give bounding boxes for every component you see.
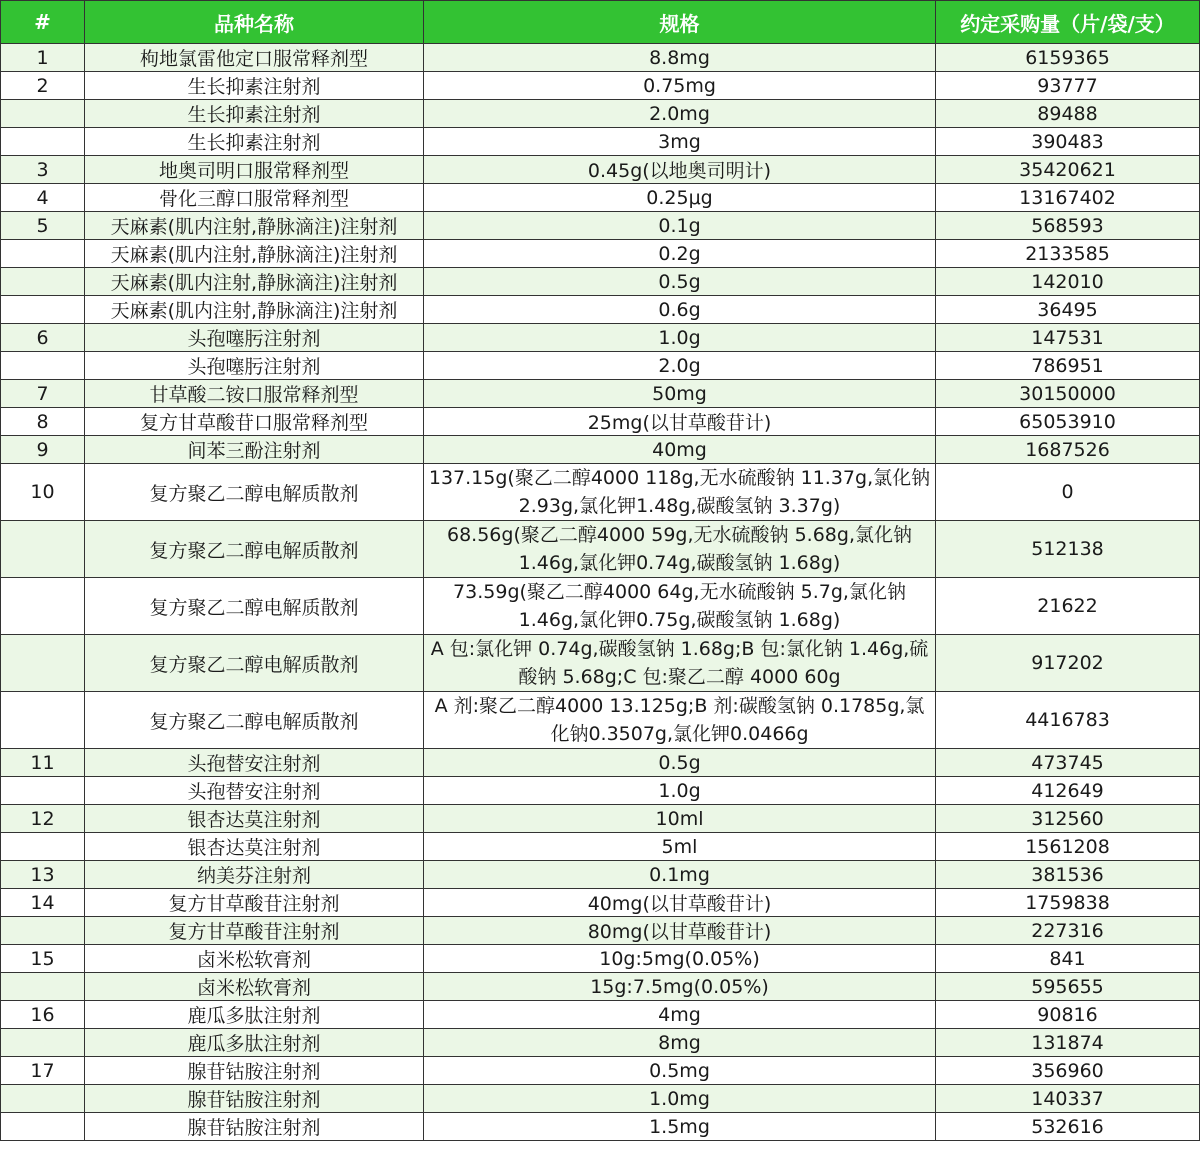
drug-name: 复方聚乙二醇电解质散剂	[85, 521, 424, 578]
row-number	[1, 833, 85, 861]
drug-name: 复方甘草酸苷注射剂	[85, 889, 424, 917]
row-number: 12	[1, 805, 85, 833]
drug-name: 头孢替安注射剂	[85, 749, 424, 777]
drug-name: 银杏达莫注射剂	[85, 833, 424, 861]
row-number	[1, 100, 85, 128]
table-row	[1, 749, 1200, 777]
drug-spec: 3mg	[424, 128, 936, 156]
procurement-qty: 312560	[936, 805, 1200, 833]
row-number: 16	[1, 1001, 85, 1029]
table-row	[1, 635, 1200, 692]
header-name: 品种名称	[85, 1, 424, 44]
table-row	[1, 889, 1200, 917]
drug-spec: 4mg	[424, 1001, 936, 1029]
procurement-qty: 1687526	[936, 436, 1200, 464]
procurement-qty: 21622	[936, 578, 1200, 635]
drug-name: 复方聚乙二醇电解质散剂	[85, 692, 424, 749]
table-row	[1, 1029, 1200, 1057]
procurement-qty: 390483	[936, 128, 1200, 156]
drug-name: 复方甘草酸苷口服常释剂型	[85, 408, 424, 436]
drug-name: 间苯三酚注射剂	[85, 436, 424, 464]
drug-spec: 1.0mg	[424, 1085, 936, 1113]
procurement-qty: 13167402	[936, 184, 1200, 212]
row-number	[1, 692, 85, 749]
row-number: 3	[1, 156, 85, 184]
drug-name: 卤米松软膏剂	[85, 945, 424, 973]
drug-spec: A 包:氯化钾 0.74g,碳酸氢钠 1.68g;B 包:氯化钠 1.46g,硫酸钠 5.68g;C 包:聚乙二醇 4000 60g	[424, 635, 936, 692]
drug-spec: 10g:5mg(0.05%)	[424, 945, 936, 973]
drug-spec: 80mg(以甘草酸苷计)	[424, 917, 936, 945]
row-number: 9	[1, 436, 85, 464]
table-row	[1, 156, 1200, 184]
drug-spec: 8mg	[424, 1029, 936, 1057]
table-row	[1, 861, 1200, 889]
table-row	[1, 578, 1200, 635]
drug-spec: 0.2g	[424, 240, 936, 268]
procurement-qty: 841	[936, 945, 1200, 973]
procurement-qty: 90816	[936, 1001, 1200, 1029]
drug-name: 头孢噻肟注射剂	[85, 324, 424, 352]
drug-name: 鹿瓜多肽注射剂	[85, 1029, 424, 1057]
table-row	[1, 464, 1200, 521]
procurement-qty: 35420621	[936, 156, 1200, 184]
procurement-qty: 0	[936, 464, 1200, 521]
procurement-qty: 131874	[936, 1029, 1200, 1057]
row-number	[1, 635, 85, 692]
drug-spec: 0.75mg	[424, 72, 936, 100]
procurement-qty: 356960	[936, 1057, 1200, 1085]
drug-spec: 0.6g	[424, 296, 936, 324]
table-row	[1, 917, 1200, 945]
drug-spec: 50mg	[424, 380, 936, 408]
procurement-qty: 65053910	[936, 408, 1200, 436]
drug-name: 银杏达莫注射剂	[85, 805, 424, 833]
table-row	[1, 805, 1200, 833]
procurement-qty: 473745	[936, 749, 1200, 777]
row-number	[1, 296, 85, 324]
table-row	[1, 521, 1200, 578]
drug-spec: 73.59g(聚乙二醇4000 64g,无水硫酸钠 5.7g,氯化钠 1.46g,氯化钾0.75g,碳酸氢钠 1.68g)	[424, 578, 936, 635]
table-header	[1, 1, 1200, 44]
table-row	[1, 380, 1200, 408]
drug-spec: A 剂:聚乙二醇4000 13.125g;B 剂:碳酸氢钠 0.1785g,氯化钠0.3507g,氯化钾0.0466g	[424, 692, 936, 749]
drug-name: 生长抑素注射剂	[85, 72, 424, 100]
table-body	[1, 44, 1200, 1141]
procurement-qty: 532616	[936, 1113, 1200, 1141]
procurement-qty: 917202	[936, 635, 1200, 692]
row-number	[1, 1113, 85, 1141]
table-row	[1, 324, 1200, 352]
drug-spec: 15g:7.5mg(0.05%)	[424, 973, 936, 1001]
drug-spec: 0.5g	[424, 749, 936, 777]
procurement-qty: 36495	[936, 296, 1200, 324]
drug-name: 天麻素(肌内注射,静脉滴注)注射剂	[85, 268, 424, 296]
table-row	[1, 72, 1200, 100]
drug-name: 甘草酸二铵口服常释剂型	[85, 380, 424, 408]
drug-name: 腺苷钴胺注射剂	[85, 1057, 424, 1085]
table-row	[1, 436, 1200, 464]
procurement-qty: 140337	[936, 1085, 1200, 1113]
table-row	[1, 692, 1200, 749]
drug-name: 卤米松软膏剂	[85, 973, 424, 1001]
header-number: #	[1, 1, 85, 44]
procurement-qty: 6159365	[936, 44, 1200, 72]
drug-spec: 0.1mg	[424, 861, 936, 889]
table-row	[1, 1001, 1200, 1029]
procurement-qty: 381536	[936, 861, 1200, 889]
row-number	[1, 578, 85, 635]
procurement-qty: 512138	[936, 521, 1200, 578]
drug-name: 生长抑素注射剂	[85, 128, 424, 156]
drug-spec: 25mg(以甘草酸苷计)	[424, 408, 936, 436]
drug-spec: 40mg	[424, 436, 936, 464]
procurement-qty: 227316	[936, 917, 1200, 945]
drug-spec: 137.15g(聚乙二醇4000 118g,无水硫酸钠 11.37g,氯化钠2.93g,氯化钾1.48g,碳酸氢钠 3.37g)	[424, 464, 936, 521]
table-row	[1, 833, 1200, 861]
drug-spec: 0.25μg	[424, 184, 936, 212]
procurement-qty: 89488	[936, 100, 1200, 128]
table-row	[1, 408, 1200, 436]
drug-name: 纳美芬注射剂	[85, 861, 424, 889]
row-number	[1, 973, 85, 1001]
drug-name: 地奥司明口服常释剂型	[85, 156, 424, 184]
table-row	[1, 777, 1200, 805]
row-number: 5	[1, 212, 85, 240]
table-row	[1, 1113, 1200, 1141]
header-spec: 规格	[424, 1, 936, 44]
drug-spec: 0.5g	[424, 268, 936, 296]
drug-name: 生长抑素注射剂	[85, 100, 424, 128]
procurement-qty: 1759838	[936, 889, 1200, 917]
table-row	[1, 212, 1200, 240]
row-number: 4	[1, 184, 85, 212]
row-number: 7	[1, 380, 85, 408]
procurement-qty: 1561208	[936, 833, 1200, 861]
table-row	[1, 100, 1200, 128]
drug-spec: 10ml	[424, 805, 936, 833]
procurement-qty: 93777	[936, 72, 1200, 100]
drug-name: 鹿瓜多肽注射剂	[85, 1001, 424, 1029]
drug-spec: 0.5mg	[424, 1057, 936, 1085]
procurement-qty: 412649	[936, 777, 1200, 805]
table-row	[1, 352, 1200, 380]
row-number: 13	[1, 861, 85, 889]
procurement-qty: 4416783	[936, 692, 1200, 749]
drug-name: 腺苷钴胺注射剂	[85, 1113, 424, 1141]
drug-name: 头孢替安注射剂	[85, 777, 424, 805]
row-number: 6	[1, 324, 85, 352]
row-number: 1	[1, 44, 85, 72]
table-row	[1, 973, 1200, 1001]
row-number: 8	[1, 408, 85, 436]
table-row	[1, 296, 1200, 324]
procurement-qty: 2133585	[936, 240, 1200, 268]
table-row	[1, 184, 1200, 212]
procurement-qty: 142010	[936, 268, 1200, 296]
drug-spec: 1.5mg	[424, 1113, 936, 1141]
drug-spec: 0.45g(以地奥司明计)	[424, 156, 936, 184]
row-number	[1, 128, 85, 156]
drug-spec: 1.0g	[424, 777, 936, 805]
header-row	[1, 1, 1200, 44]
row-number: 14	[1, 889, 85, 917]
procurement-qty: 568593	[936, 212, 1200, 240]
table-row	[1, 268, 1200, 296]
table-row	[1, 44, 1200, 72]
row-number	[1, 268, 85, 296]
procurement-qty: 30150000	[936, 380, 1200, 408]
drug-name: 复方聚乙二醇电解质散剂	[85, 578, 424, 635]
header-quantity: 约定采购量（片/袋/支）	[936, 1, 1200, 44]
row-number	[1, 1085, 85, 1113]
row-number	[1, 777, 85, 805]
procurement-qty: 595655	[936, 973, 1200, 1001]
table-row	[1, 945, 1200, 973]
drug-spec: 2.0g	[424, 352, 936, 380]
drug-name: 复方聚乙二醇电解质散剂	[85, 464, 424, 521]
drug-spec: 2.0mg	[424, 100, 936, 128]
procurement-qty: 786951	[936, 352, 1200, 380]
drug-spec: 1.0g	[424, 324, 936, 352]
table-row	[1, 1057, 1200, 1085]
drug-name: 枸地氯雷他定口服常释剂型	[85, 44, 424, 72]
drug-name: 复方聚乙二醇电解质散剂	[85, 635, 424, 692]
row-number: 2	[1, 72, 85, 100]
drug-name: 天麻素(肌内注射,静脉滴注)注射剂	[85, 240, 424, 268]
drug-name: 骨化三醇口服常释剂型	[85, 184, 424, 212]
table-row	[1, 128, 1200, 156]
row-number: 11	[1, 749, 85, 777]
drug-spec: 68.56g(聚乙二醇4000 59g,无水硫酸钠 5.68g,氯化钠 1.46g,氯化钾0.74g,碳酸氢钠 1.68g)	[424, 521, 936, 578]
drug-spec: 8.8mg	[424, 44, 936, 72]
drug-spec: 5ml	[424, 833, 936, 861]
drug-name: 腺苷钴胺注射剂	[85, 1085, 424, 1113]
row-number	[1, 1029, 85, 1057]
row-number	[1, 917, 85, 945]
drug-name: 复方甘草酸苷注射剂	[85, 917, 424, 945]
table-row	[1, 1085, 1200, 1113]
drug-name: 头孢噻肟注射剂	[85, 352, 424, 380]
row-number	[1, 240, 85, 268]
table-row	[1, 240, 1200, 268]
row-number: 10	[1, 464, 85, 521]
drug-spec: 40mg(以甘草酸苷计)	[424, 889, 936, 917]
drug-spec: 0.1g	[424, 212, 936, 240]
procurement-qty: 147531	[936, 324, 1200, 352]
row-number: 17	[1, 1057, 85, 1085]
drug-name: 天麻素(肌内注射,静脉滴注)注射剂	[85, 296, 424, 324]
row-number: 15	[1, 945, 85, 973]
row-number	[1, 352, 85, 380]
drug-name: 天麻素(肌内注射,静脉滴注)注射剂	[85, 212, 424, 240]
row-number	[1, 521, 85, 578]
